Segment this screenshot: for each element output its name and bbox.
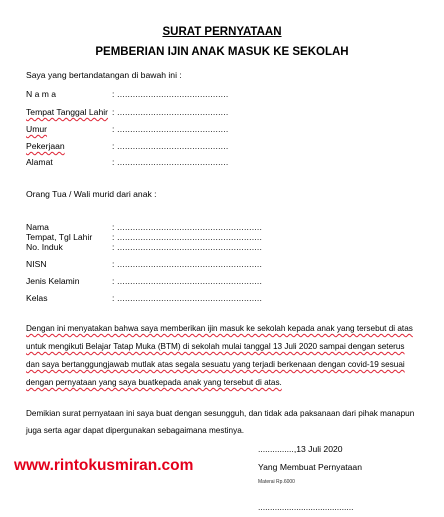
document-title: SURAT PERNYATAAN bbox=[162, 26, 282, 38]
student-label-jenis-kelamin: Jenis Kelamin bbox=[26, 276, 80, 286]
statement-line-1: Dengan ini menyatakan bahwa saya memberikan ijin masuk ke sekolah kepada anak yang tersebut di atas bbox=[26, 324, 413, 333]
signer-label-umur: Umur bbox=[26, 124, 48, 134]
intro-text: Saya yang bertandatangan di bawah ini : bbox=[26, 70, 182, 80]
student-value-ttl: : ........................................................ bbox=[112, 232, 263, 242]
statement-line-2: untuk mengikuti Belajar Tatap Muka (BTM) di sekolah mulai tanggal 13 Juli 2020 sampai dengan seterus bbox=[26, 342, 405, 351]
student-value-nisn: : ........................................................ bbox=[112, 259, 263, 269]
student-label-no-induk: No. Induk bbox=[26, 242, 63, 252]
signer-value-ttl: : ........................................... bbox=[112, 107, 229, 117]
signer-value-alamat: : ........................................... bbox=[112, 157, 229, 167]
signer-value-nama: : ........................................... bbox=[112, 89, 229, 99]
parent-intro-text: Orang Tua / Wali murid dari anak : bbox=[26, 189, 157, 199]
signer-value-pekerjaan: : ........................................... bbox=[112, 141, 229, 151]
student-value-nama: : ........................................................ bbox=[112, 222, 263, 232]
signer-label-ttl: Tempat Tanggal Lahir bbox=[26, 107, 109, 117]
signature-line: ........................................ bbox=[258, 502, 354, 512]
student-label-nisn: NISN bbox=[26, 259, 47, 269]
statement-line-4: dengan pernyataan yang saya buatkepada anak yang tersebut di atas. bbox=[26, 378, 282, 387]
student-label-nama: Nama bbox=[26, 222, 49, 232]
statement-line-3: dan saya bertanggungjawab mutlak atas segala sesuatu yang terjadi berkenaan dengan covid-19 sesuai bbox=[26, 360, 405, 369]
student-value-jenis-kelamin: : ........................................................ bbox=[112, 276, 263, 286]
student-label-ttl: Tempat, Tgl Lahir bbox=[26, 232, 93, 242]
document-subtitle: PEMBERIAN IJIN ANAK MASUK KE SEKOLAH bbox=[95, 46, 349, 58]
signer-label-nama: N a m a bbox=[26, 89, 57, 99]
signer-value-umur: : ........................................... bbox=[112, 124, 229, 134]
stamp-note: Materai Rp.6000 bbox=[258, 479, 295, 485]
website-watermark: www.rintokusmiran.com bbox=[14, 457, 194, 474]
closing-line-2: juga serta agar dapat dipergunakan sebagaimana mestinya. bbox=[26, 426, 245, 435]
student-value-no-induk: : ........................................................ bbox=[112, 242, 263, 252]
closing-line-1: Demikian surat pernyataan ini saya buat dengan sesungguh, dan tidak ada paksanaan dari pihak manapun bbox=[26, 409, 415, 418]
signer-label-alamat: Alamat bbox=[26, 157, 53, 167]
student-label-kelas: Kelas bbox=[26, 293, 48, 303]
date-line: ...............,13 Juli 2020 bbox=[258, 444, 343, 454]
signer-label-pekerjaan: Pekerjaan bbox=[26, 141, 65, 151]
student-value-kelas: : ........................................................ bbox=[112, 293, 263, 303]
signer-caption: Yang Membuat Pernyataan bbox=[258, 462, 362, 472]
